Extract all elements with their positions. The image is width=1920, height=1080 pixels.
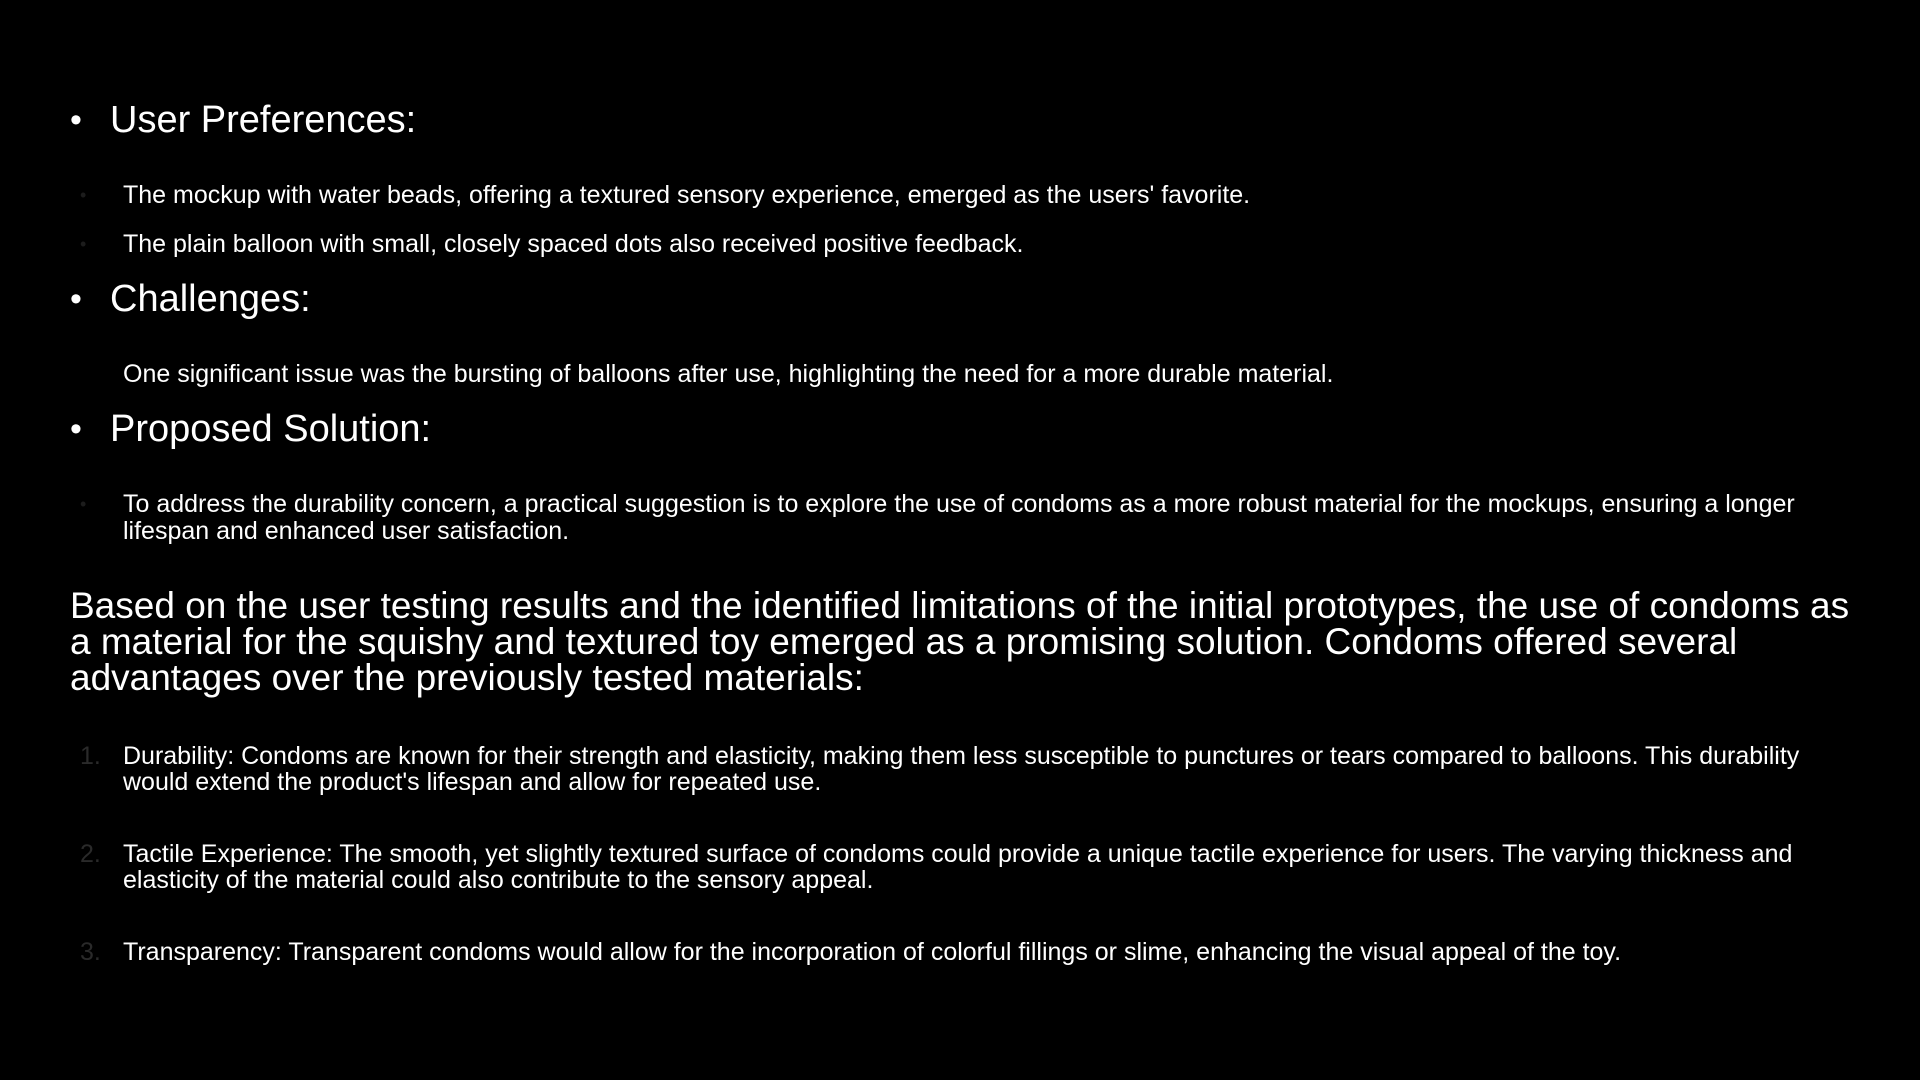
numbered-item (80, 939, 1860, 965)
numbered-item-text: Transparency: Transparent condoms would allow for the incorporation of colorful fillings or slime, enhancing the visual appeal of the toy. (123, 938, 1622, 966)
item-number: 2. (80, 840, 101, 868)
section-heading-text: Proposed Solution: (110, 408, 432, 450)
bullet-icon: • (70, 101, 82, 139)
bullet-icon: • (70, 410, 82, 448)
list-item-text: To address the durability concern, a practical suggestion is to explore the use of condoms as a more robust material for the mockups, ensuring a longer lifespan and enhanced user satisfaction. (123, 490, 1795, 545)
faint-bullet-icon: • (80, 185, 87, 205)
faint-bullet-icon: • (80, 494, 87, 514)
numbered-item (80, 743, 1860, 795)
section-heading-text: User Preferences: (110, 99, 417, 141)
faint-bullet-icon: • (80, 234, 87, 254)
bullet-icon: • (70, 280, 82, 318)
list-item (80, 491, 1850, 545)
section-heading-text: Challenges: (110, 278, 311, 320)
list-item (80, 182, 1850, 209)
section-heading-user-preferences (70, 98, 416, 142)
summary-paragraph: Based on the user testing results and the identified limitations of the initial prototypes, the use of condoms as a material for the squishy and textured toy emerged as a promising solution. Condoms offered several advantages over the previously tested materials: (70, 585, 1850, 698)
item-number: 1. (80, 742, 101, 770)
numbered-item-text: Durability: Condoms are known for their strength and elasticity, making them less susceptible to punctures or tears compared to balloons. This durability would extend the product's lifespan and allow for repeated use. (123, 742, 1800, 796)
list-item (80, 361, 1850, 388)
section-heading-proposed-solution (70, 407, 431, 451)
list-item (80, 231, 1850, 258)
list-item-text: The mockup with water beads, offering a textured sensory experience, emerged as the users' favorite. (123, 181, 1251, 209)
list-item-text: The plain balloon with small, closely spaced dots also received positive feedback. (123, 230, 1024, 258)
numbered-item (80, 841, 1860, 893)
item-number: 3. (80, 938, 101, 966)
section-heading-challenges (70, 277, 311, 321)
list-item-text: One significant issue was the bursting of balloons after use, highlighting the need for a more durable material. (123, 360, 1334, 388)
numbered-item-text: Tactile Experience: The smooth, yet slightly textured surface of condoms could provide a unique tactile experience for users. The varying thickness and elasticity of the material could also contribute to the sensory appeal. (123, 840, 1793, 894)
